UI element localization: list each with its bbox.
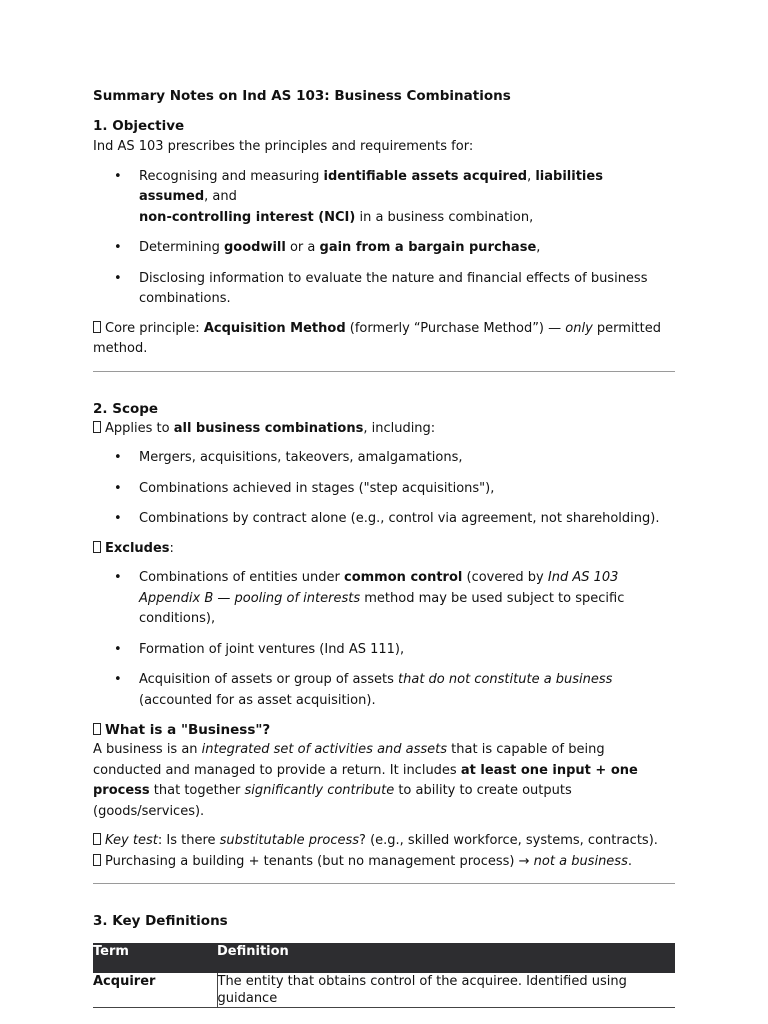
list-item: • Recognising and measuring identifiable assets acquired, liabilities assumed, and non-controlling interest (NCI) in a business combination, bbox=[93, 167, 675, 229]
definitions-heading: 3. Key Definitions bbox=[93, 913, 228, 929]
table-header-row bbox=[93, 943, 675, 973]
term-cell: Acquirer bbox=[93, 973, 217, 1008]
key-test: Key test: Is there substitutable process? (e.g., skilled workforce, systems, contracts). bbox=[93, 831, 675, 852]
objective-heading: 1. Objective bbox=[93, 118, 185, 134]
missing-glyph-icon bbox=[93, 833, 101, 845]
objective-list bbox=[93, 167, 675, 310]
excludes-label: Excludes: bbox=[93, 539, 675, 560]
missing-glyph-icon bbox=[93, 321, 101, 333]
column-header-definition: Definition bbox=[217, 943, 675, 973]
definitions-table bbox=[93, 943, 675, 1008]
scope-exclude-list bbox=[93, 568, 675, 711]
missing-glyph-icon bbox=[93, 541, 101, 553]
business-heading: What is a "Business"? bbox=[93, 720, 675, 740]
missing-glyph-icon bbox=[93, 421, 101, 433]
list-item: • Mergers, acquisitions, takeovers, amalgamations, bbox=[93, 448, 675, 469]
scope-heading: 2. Scope bbox=[93, 400, 159, 417]
document-page bbox=[93, 86, 675, 1008]
document-title: Summary Notes on Ind AS 103: Business Combinations bbox=[93, 88, 511, 104]
column-header-term: Term bbox=[93, 943, 217, 973]
scope-applies: Applies to all business combinations, including: bbox=[93, 419, 675, 440]
definition-cell: The entity that obtains control of the acquiree. Identified using guidance bbox=[217, 973, 675, 1008]
list-item: • Formation of joint ventures (Ind AS 111), bbox=[93, 640, 675, 661]
section-divider bbox=[93, 371, 675, 372]
objective-intro: Ind AS 103 prescribes the principles and requirements for: bbox=[93, 139, 474, 154]
list-item: • Determining goodwill or a gain from a bargain purchase, bbox=[93, 238, 675, 259]
building-example: Purchasing a building + tenants (but no management process) → not a business. bbox=[93, 852, 675, 873]
business-definition: A business is an integrated set of activities and assets that is capable of being conducted and managed to provide a return. It includes at least one input + one process that together significantly contribute to ability to create outputs (goods/services). bbox=[93, 742, 638, 819]
missing-glyph-icon bbox=[93, 854, 101, 866]
section-divider bbox=[93, 883, 675, 884]
scope-include-list bbox=[93, 448, 675, 530]
table-row bbox=[93, 973, 675, 1008]
list-item: • Combinations achieved in stages ("step acquisitions"), bbox=[93, 479, 675, 500]
missing-glyph-icon bbox=[93, 723, 101, 735]
core-principle: Core principle: Acquisition Method (formerly “Purchase Method”) — only permitted method. bbox=[93, 320, 661, 356]
list-item: • Combinations of entities under common control (covered by Ind AS 103 Appendix B — pooling of interests method may be used subject to specific conditions), bbox=[93, 568, 675, 630]
list-item: • Combinations by contract alone (e.g., control via agreement, not shareholding). bbox=[93, 509, 675, 530]
list-item: • Disclosing information to evaluate the nature and financial effects of business combinations. bbox=[93, 269, 675, 310]
list-item: • Acquisition of assets or group of assets that do not constitute a business (accounted for as asset acquisition). bbox=[93, 670, 675, 711]
